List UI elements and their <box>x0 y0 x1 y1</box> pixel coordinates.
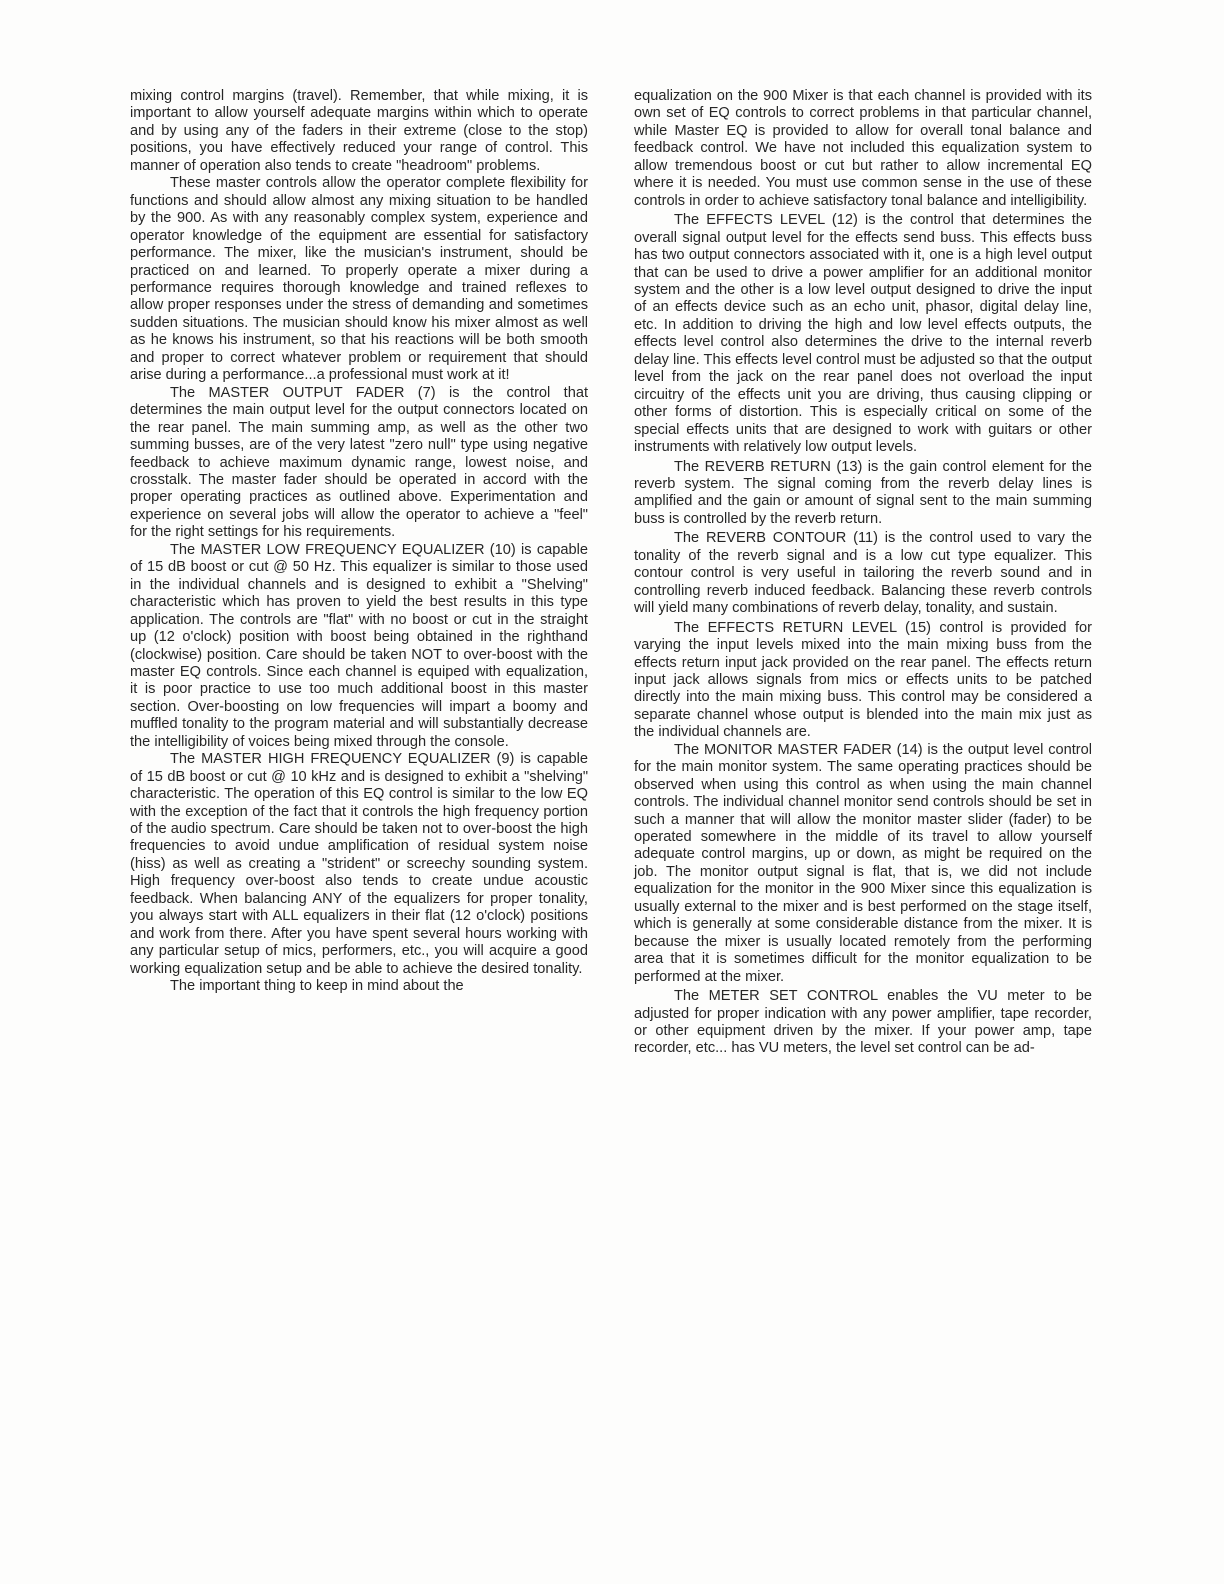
left-text-column <box>130 88 588 996</box>
right-text-column <box>634 88 1092 1058</box>
paragraph-master-high-eq: The MASTER HIGH FREQUENCY EQUALIZER (9) is capable of 15 dB boost or cut @ 10 kHz and is designed to exhibit a "shelving" characteristic. The operation of this EQ control is similar to the low EQ with the exception of the fact that it controls the high frequency portion of the audio spectrum. Care should be taken not to over-boost the high frequencies to avoid undue amplification of residual system noise (hiss) as well as creating a "strident" or screechy sounding system. High frequency over-boost also tends to create undue acoustic feedback. When balancing ANY of the equalizers for proper tonality, you always start with ALL equalizers in their flat (12 o'clock) positions and work from there. After you have spent several hours working with any particular setup of mics, performers, etc., you will acquire a good working equalization setup and be able to achieve the desired tonality. <box>130 751 588 977</box>
paragraph-monitor-master-fader: The MONITOR MASTER FADER (14) is the output level control for the main monitor system. The same operating practices should be observed when using this control as when using the main channel controls. The individual channel monitor send controls should be set in such a manner that will allow the monitor master slider (fader) to be operated somewhere in the middle of its travel to allow yourself adequate control margins, up or down, as might be required on the job. The monitor output signal is flat, that is, we did not include equalization for the monitor in the 900 Mixer since this equalization is usually external to the mixer and is best performed on the stage itself, which is generally at some considerable distance from the mixer. It is because the mixer is usually located remotely from the performing area that it is sometimes difficult for the monitor equalization to be performed at the mixer. <box>634 741 1092 985</box>
paragraph-reverb-return: The REVERB RETURN (13) is the gain control element for the reverb system. The signal coming from the reverb delay lines is amplified and the gain or amount of signal sent to the main summing buss is controlled by the reverb return. <box>634 458 1092 527</box>
paragraph-meter-set-control: The METER SET CONTROL enables the VU meter to be adjusted for proper indication with any power amplifier, tape recorder, or other equipment driven by the mixer. If your power amp, tape recorder, etc... has VU meters, the level set control can be ad- <box>634 988 1092 1057</box>
paragraph-effects-level: The EFFECTS LEVEL (12) is the control that determines the overall signal output level for the effects send buss. This effects buss has two output connectors associated with it, one is a high level output that can be used to drive a power amplifier for an additional monitor system and the other is a low level output designed to drive the input of an effects device such as an echo unit, phasor, digital delay line, etc. In addition to driving the high and low level effects outputs, the effects level control also determines the drive to the internal reverb delay line. This effects level control must be adjusted so that the output level from the jack on the rear panel does not overload the input circuitry of the effects unit you are driving, thus causing clipping or other forms of distortion. This is especially critical on some of the special effects units that are designed to work with guitars or other instruments with relatively low output levels. <box>634 212 1092 456</box>
paragraph-important-thing: The important thing to keep in mind about the <box>170 978 464 995</box>
paragraph-reverb-contour: The REVERB CONTOUR (11) is the control used to vary the tonality of the reverb signal and is a low cut type equalizer. This contour control is very useful in tailoring the reverb sound and in controlling reverb induced feedback. Balancing these reverb controls will yield many combinations of reverb delay, tonality, and sustain. <box>634 530 1092 617</box>
paragraph-master-low-eq: The MASTER LOW FREQUENCY EQUALIZER (10) is capable of 15 dB boost or cut @ 50 Hz. This equalizer is similar to those used in the individual channels and is designed to exhibit a "Shelving" characteristic which has proven to yield the best results in this type application. The controls are "flat" with no boost or cut in the straight up (12 o'clock) position with boost being obtained in the righthand (clockwise) position. Care should be taken NOT to over-boost with the master EQ controls. Since each channel is equiped with equalization, it is poor practice to use too much additional boost in this master section. Over-boosting on low frequencies will impart a boomy and muffled tonality to the program material and will substantially decrease the intelligibility of voices being mixed through the console. <box>130 541 588 750</box>
paragraph-mixing-margins: mixing control margins (travel). Remember, that while mixing, it is important to allow yourself adequate margins within which to operate and by using any of the faders in their extreme (close to the stop) positions, you have effectively reduced your range of control. This manner of operation also tends to create "headroom" problems. <box>130 88 588 174</box>
paragraph-master-controls: These master controls allow the operator complete flexibility for functions and should allow almost any mixing situation to be handled by the 900. As with any reasonably complex system, experience and operator knowledge of the equipment are essential for satisfactory performance. The mixer, like the musician's instrument, should be practiced on and learned. To properly operate a mixer during a performance requires thorough knowledge and trained reflexes to allow proper responses under the stress of demanding and sometimes sudden situations. The musician should know his mixer almost as well as he knows his instrument, so that his reactions will be both smooth and proper to correct whatever problem or requirement that should arise during a performance...a professional must work at it! <box>130 175 588 384</box>
paragraph-master-output-fader: The MASTER OUTPUT FADER (7) is the control that determines the main output level for the output connectors located on the rear panel. The main summing amp, as well as the other two summing busses, are of the very latest "zero null" type using negative feedback to achieve maximum dynamic range, lowest noise, and crosstalk. The master fader should be operated in accord with the proper operating practices as outlined above. Experimentation and experience on several jobs will allow the operator to achieve a "feel" for the right settings for his requirements. <box>130 384 588 541</box>
paragraph-effects-return-level: The EFFECTS RETURN LEVEL (15) control is provided for varying the input levels mixed into the main mixing buss from the effects return input jack provided on the rear panel. The effects return input jack allows signals from mics or effects units to be patched directly into the main mixing buss. This control may be considered a separate channel whose output is blended into the main mix just as the individual channels are. <box>634 619 1092 741</box>
paragraph-channel-eq: equalization on the 900 Mixer is that each channel is provided with its own set of EQ controls to correct problems in that particular channel, while Master EQ is provided to allow for overall tonal balance and feedback control. We have not included this equalization system to allow tremendous boost or cut but rather to allow incremental EQ where it is needed. You must use common sense in the use of these controls in order to achieve satisfactory tonal balance and intelligibility. <box>634 88 1092 209</box>
